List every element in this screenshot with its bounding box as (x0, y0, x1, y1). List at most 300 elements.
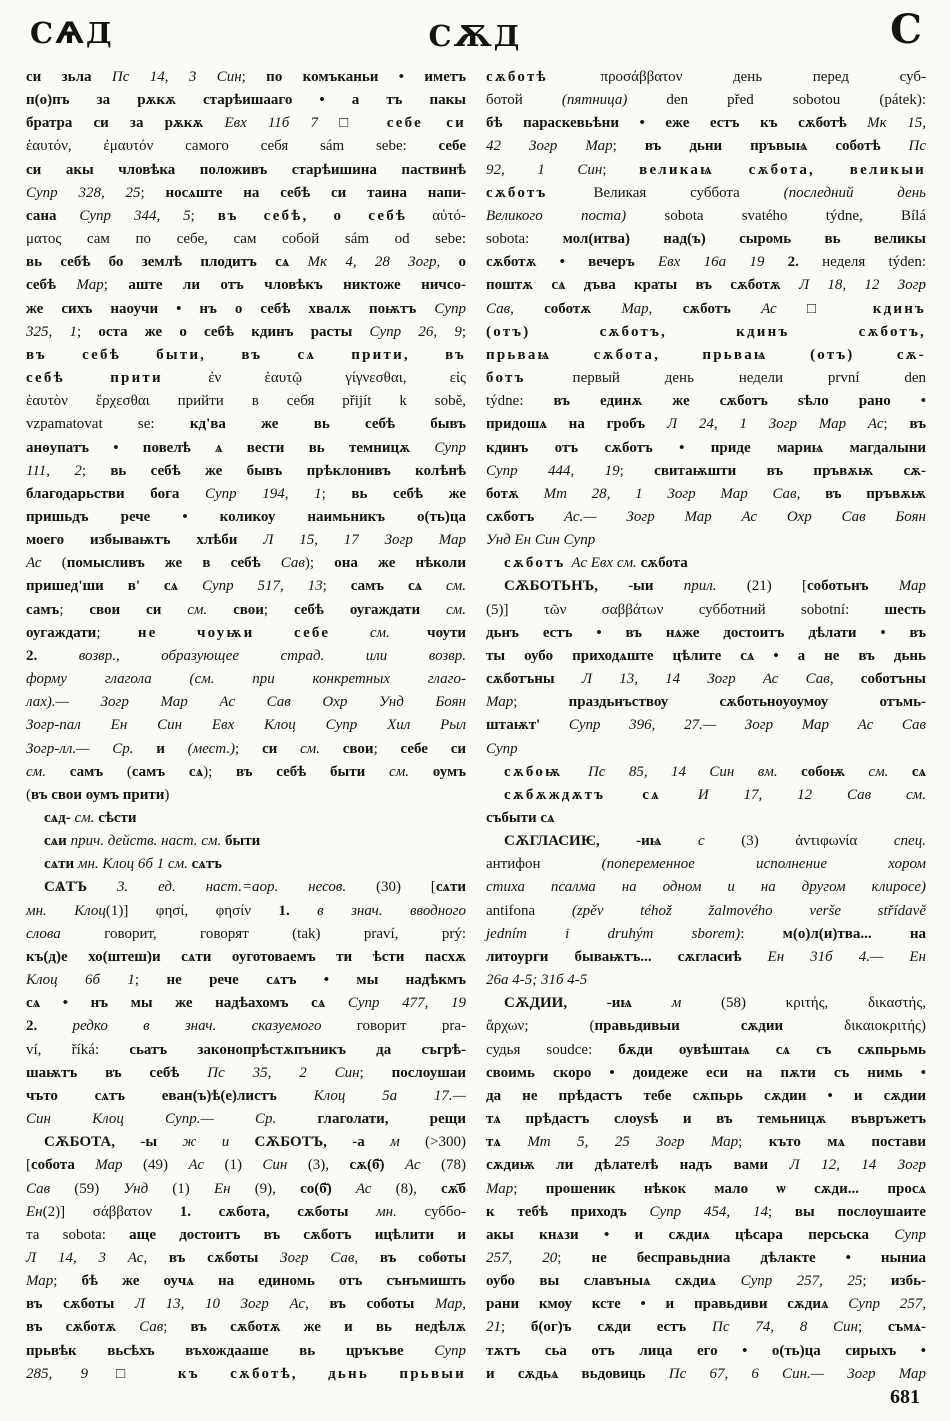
text-line (26, 1015, 466, 1038)
text-segment: , (354, 1249, 380, 1266)
text-line (486, 1293, 926, 1316)
text-segment: оубо вы славъныѧ сѫдиѧ (486, 1273, 741, 1290)
text-segment: не рече сѧтъ • мы надѣкмъ (166, 972, 466, 989)
text-line (486, 367, 926, 390)
text-line (486, 830, 926, 853)
text-segment: с (698, 833, 742, 850)
text-segment: быти (225, 833, 261, 850)
text-segment: : (740, 925, 783, 942)
text-line (26, 135, 466, 158)
text-segment: Сав (139, 1319, 164, 1336)
text-segment: ; (602, 161, 640, 178)
text-segment: ; (321, 485, 352, 502)
text-segment: Мк 15, (867, 115, 926, 132)
text-segment: Сав (26, 1180, 75, 1197)
text-segment: ; (612, 138, 645, 155)
text-line (486, 344, 926, 367)
text-line (26, 460, 466, 483)
text-segment: она же нѣколи (334, 555, 466, 572)
text-segment: собоѭ (801, 763, 869, 780)
text-segment: см. (389, 763, 433, 780)
text-segment: 2. (26, 647, 79, 664)
text-line (26, 668, 466, 691)
text-segment: 2. (26, 1018, 73, 1035)
text-segment: да не прѣдастъ тебе сѫпьрь сѫдии • и сѫдии (486, 1087, 926, 1104)
text-segment: себе (438, 138, 466, 155)
text-segment: спец. (893, 833, 926, 850)
text-segment: αὐτό- (432, 207, 467, 224)
text-segment: ; (103, 277, 129, 294)
text-segment: Син (262, 1157, 308, 1174)
text-line (26, 599, 466, 622)
text-segment: Мар (95, 1157, 143, 1174)
text-line (26, 159, 466, 182)
text-line (26, 182, 466, 205)
text-segment: Супр 328, 25 (26, 184, 141, 201)
text-segment: великаѩ сѫбота, великыи (639, 161, 927, 178)
text-segment: сѫ̄б (441, 1180, 467, 1197)
text-line (26, 876, 466, 899)
text-segment: къто мѧ постави (768, 1134, 927, 1151)
text-segment: анѳупатъ • повелѣ ѧ вести вь темницѫ (26, 439, 435, 456)
text-segment: Ен 31б 4.— Ен (767, 948, 926, 965)
text-line (26, 575, 466, 598)
text-segment: ; (883, 416, 910, 433)
text-segment: правьдивыи сѫдии (594, 1018, 845, 1035)
text-segment: тѧ (486, 1134, 528, 1151)
text-segment: праздьнъствоу сѫботьноуоумоу отъмь- (568, 694, 926, 711)
text-segment: ; (140, 184, 166, 201)
text-segment: соботьнъ (807, 578, 899, 595)
text-segment: (1)] φησί, φησίν (105, 902, 279, 919)
text-line (486, 575, 926, 598)
text-segment: ; (163, 1319, 191, 1336)
text-line (486, 529, 926, 552)
text-line (486, 460, 926, 483)
text-segment: ) (164, 786, 170, 803)
text-segment: и сѫдьѧ вьдовиць (486, 1365, 669, 1382)
text-segment: ; (513, 694, 569, 711)
text-line (26, 1154, 466, 1177)
text-line (26, 1247, 466, 1270)
text-segment: себе си (386, 115, 466, 132)
text-segment: Супр 26, 9 (369, 323, 462, 340)
text-segment: Ас (26, 555, 62, 572)
text-line (26, 830, 466, 853)
text-segment: сѫботѣ (486, 69, 601, 85)
text-segment: Мк 4, 28 Зогр (307, 254, 437, 271)
text-line (486, 274, 926, 297)
text-segment: слова (26, 925, 105, 942)
text-segment: бѣ параскевьѣни • еже естъ къ сѫботѣ (486, 115, 868, 132)
text-line (486, 1085, 926, 1108)
text-segment: Мт 28, 1 Зогр Мар Сав (543, 485, 797, 502)
text-segment: суббо- (424, 1203, 467, 1220)
text-segment: собота (31, 1157, 96, 1174)
text-segment: не бесправьдниа дѣлакте • ныниа (591, 1249, 927, 1266)
text-segment: sobota svatého týdne, Bílá (664, 207, 927, 224)
text-segment: ты оубо приходѧште цѣлите сѧ • а не въ дьнь (486, 647, 926, 664)
text-segment: den před sobotou (pátek): (666, 92, 926, 109)
text-line (486, 784, 926, 807)
text-segment: ; (557, 1249, 592, 1266)
text-segment: Супр (486, 740, 518, 757)
text-line (26, 1363, 466, 1386)
text-segment: сѧи (44, 833, 71, 850)
text-segment: (3) ἀντιφωνία (741, 833, 894, 850)
text-segment: СѪГЛАСИѤ, (504, 833, 637, 850)
text-line (26, 900, 466, 923)
text-segment: antifona (486, 902, 572, 919)
text-line (486, 1270, 926, 1293)
text-line (486, 298, 926, 321)
text-segment: (49) (143, 1157, 189, 1174)
text-line (486, 853, 926, 876)
text-line (486, 182, 926, 205)
text-segment: □ (806, 300, 873, 317)
page-number: 681 (890, 1386, 920, 1408)
text-line (26, 483, 466, 506)
text-line (26, 413, 466, 436)
text-segment: оугаждати (26, 624, 97, 641)
text-segment: СѦТЪ (44, 879, 117, 896)
text-segment: ; (513, 1180, 546, 1197)
text-segment: Супр (434, 300, 466, 317)
text-segment: ботъ (486, 370, 573, 387)
text-segment: штаѭт' (486, 717, 569, 734)
text-segment: кдинъ отъ сѫботъ • приде мариѩ магдалыни (486, 439, 926, 456)
text-segment: сѫботъ (682, 300, 762, 317)
text-segment: прьваѩ сѫбота, прьваѩ (отъ) сѫ- (486, 346, 926, 363)
text-line (486, 714, 926, 737)
text-segment: прил. (683, 578, 747, 595)
text-segment: поштѫ сѧ дъва краты въ сѫботѫ (486, 277, 799, 294)
text-segment: -а (352, 1134, 391, 1151)
text-segment: п(о)пъ за рѫкѫ старѣишааго • а тъ пакы (26, 92, 466, 109)
text-segment: самъ (69, 763, 127, 780)
text-segment: см. (300, 740, 343, 757)
text-line (486, 251, 926, 274)
text-segment: (zpěv téhož žalmového verše střídavě (571, 902, 926, 919)
text-line (26, 1293, 466, 1316)
text-segment: вь себѣ бо землѣ плодитъ сѧ (26, 254, 308, 271)
text-segment: Евх 16а 19 (657, 254, 788, 271)
text-line (486, 159, 926, 182)
text-segment: 42 Зогр Мар (486, 138, 613, 155)
text-segment: събыти сѧ (486, 810, 555, 826)
text-segment: въ себѣ быти, въ сѧ прити, въ (26, 346, 466, 363)
text-segment: , (829, 671, 861, 688)
text-segment: рани кмоу ксте • и правьдиви сѫдиѧ (486, 1296, 849, 1313)
text-segment: -иѩ (606, 995, 672, 1012)
text-segment: ví, říká: (26, 1041, 130, 1058)
text-line (26, 1201, 466, 1224)
text-segment: (пятница) (561, 92, 667, 109)
text-segment: сѫдиѭ ли дѣлателѣ надъ вами (486, 1157, 790, 1174)
text-line (486, 691, 926, 714)
text-line (486, 66, 926, 89)
text-segment: Пс 74, 8 Син (712, 1319, 858, 1336)
text-line (486, 1131, 926, 1154)
text-segment: (78) (441, 1157, 467, 1174)
text-segment: 92, 1 Син (486, 161, 603, 178)
text-segment: 21 (486, 1319, 501, 1336)
text-segment: Клоц 6б 1 (26, 972, 135, 989)
text-segment: Л 13, 14 Зогр Ас Сав (581, 671, 830, 688)
text-segment: sobota: (486, 231, 563, 248)
text-line (26, 807, 466, 830)
text-line (26, 761, 466, 784)
text-segment: Пс (908, 138, 926, 155)
text-segment: Великая суббота (593, 184, 784, 201)
text-segment: сѫбота (640, 555, 688, 572)
text-segment: мн. (376, 1203, 425, 1220)
text-segment: себѣ оугаждати (293, 601, 447, 618)
text-segment: сѣсти (98, 810, 137, 826)
text-segment: антифон (486, 856, 602, 873)
text-segment: аще достоитъ въ сѫботъ ицѣлити и (129, 1226, 466, 1243)
text-segment: въ дьни пръвыѩ соботѣ (644, 138, 909, 155)
text-segment: благодарьстви бога (26, 485, 206, 502)
text-segment: (отъ) сѫботъ, кдинъ сѫботъ, (486, 323, 926, 340)
text-line (26, 923, 466, 946)
text-line (486, 1015, 926, 1038)
text-segment: Зогр Сав (280, 1249, 355, 1266)
text-line (26, 946, 466, 969)
text-segment: ( (126, 763, 132, 780)
text-segment: моего избываѭтъ хлѣби (26, 532, 264, 549)
text-segment: (21) [ (746, 578, 807, 595)
text-segment: кд'ва же вь себѣ бывъ (189, 416, 466, 433)
text-segment: бѫди оувѣштаѩ сѧ съ сѫпьрьмь (618, 1041, 926, 1058)
text-segment: себѣ (26, 277, 77, 294)
text-segment: форму глагола (см. при конкретных глаго- (26, 671, 466, 688)
text-segment: ; (235, 740, 262, 757)
text-line (486, 483, 926, 506)
text-segment: Мар (76, 277, 104, 294)
text-segment: ж и (182, 1134, 255, 1151)
text-segment: ; (501, 1319, 531, 1336)
text-segment: Мт 5, 25 Зогр Мар (527, 1134, 739, 1151)
text-segment: Мар (26, 1273, 54, 1290)
text-segment: Пс 85, 14 Син вм. (587, 763, 802, 780)
text-segment: дьнъ естъ • въ нѧже достоитъ дѣлати • въ (486, 624, 926, 641)
text-segment: Мар (486, 694, 514, 711)
text-line (486, 992, 926, 1015)
text-segment: сѧ (911, 763, 926, 780)
text-line (486, 923, 926, 946)
text-segment: первый день недели první den (572, 370, 926, 387)
text-line (486, 876, 926, 899)
text-line (486, 1108, 926, 1131)
text-segment: соботъны (860, 671, 927, 688)
text-segment: см. (446, 601, 466, 618)
text-segment: Ас (404, 1157, 442, 1174)
text-segment: ; (322, 578, 351, 595)
text-line (26, 552, 466, 575)
text-segment: сѧти (44, 856, 78, 873)
text-segment: (58) κριτής, δικαστής, (720, 995, 927, 1012)
text-segment: въ (909, 416, 926, 433)
text-segment: Великого поста) (486, 207, 665, 224)
text-line (26, 1224, 466, 1247)
text-segment: , (462, 1296, 466, 1313)
text-segment: со(б̄) (300, 1180, 356, 1197)
text-segment: кдинъ (872, 300, 926, 317)
text-line (486, 1247, 926, 1270)
text-segment: СѪБОТА, (44, 1134, 141, 1151)
text-segment: себе си (400, 740, 466, 757)
text-line (26, 437, 466, 460)
text-segment: носѧште на себѣ си таина напи- (165, 184, 466, 201)
text-line (26, 506, 466, 529)
text-segment: Ас (355, 1180, 396, 1197)
text-line (26, 1131, 466, 1154)
text-segment: въ единѫ же сѫботъ ѕѣло рано • (553, 393, 926, 410)
text-line (486, 1039, 926, 1062)
text-segment: см. (26, 763, 70, 780)
text-segment: бѣ же оучѧ на единомь отъ сънъмишть (81, 1273, 466, 1290)
text-segment: ἑαυτὸν ἔρχεσθαι прийти в себя přijít k sobě, (26, 393, 466, 410)
text-segment: сѫботъ (486, 508, 564, 525)
text-segment: въ соботы (329, 1296, 435, 1313)
running-head-center: СѪД (428, 19, 522, 53)
text-segment: вы послоушаите (794, 1203, 926, 1220)
text-segment: себѣ прити (26, 370, 209, 387)
text-segment: Мар (621, 300, 649, 317)
text-line (486, 1224, 926, 1247)
text-line (486, 622, 926, 645)
text-segment: мн. Клоц 6б 1 см. (77, 856, 192, 873)
text-segment: Супр 477, 19 (347, 995, 466, 1012)
text-segment: к тебѣ приходъ (486, 1203, 650, 1220)
text-segment: см. (446, 578, 466, 595)
text-segment: тѫтъ сьа отъ лица его • о(ть)ца сирыхъ • (486, 1342, 926, 1359)
text-segment: ματος сам по себе, сам собой sám od sebe: (26, 231, 466, 248)
text-line (26, 992, 466, 1015)
text-line (26, 714, 466, 737)
text-line (486, 1178, 926, 1201)
text-segment: Супр 444, 19 (486, 462, 620, 479)
text-segment: Мар (898, 578, 926, 595)
text-line (486, 645, 926, 668)
text-segment: 285, 9 (26, 1365, 117, 1382)
text-segment: шаѭтъ въ себѣ (26, 1064, 208, 1081)
text-line (486, 1316, 926, 1339)
text-segment: б(ог)ъ сѫди естъ (530, 1319, 713, 1336)
text-segment: 26а 4-5; 31б 4-5 (486, 972, 588, 989)
text-segment: вь себѣ же (351, 485, 467, 502)
text-segment: оста же о себѣ кдинъ расты (98, 323, 370, 340)
text-line (486, 599, 926, 622)
text-column-right (486, 66, 926, 1386)
text-segment: týdne: (486, 393, 554, 410)
text-segment: сѫбота, сѫботы (218, 1203, 377, 1220)
text-segment: ; (767, 1203, 795, 1220)
text-segment: Супр 257, (848, 1296, 926, 1313)
text-segment: тѧ прѣдастъ слоуѕѣ и въ темьницѫ въвръжетъ (486, 1111, 926, 1128)
text-segment: лах).— Зогр Мар Ас Сав Охр Унд Боян (26, 694, 466, 711)
text-line (486, 1363, 926, 1386)
text-segment: , (305, 1296, 330, 1313)
text-segment: самъ сѧ (131, 763, 204, 780)
text-segment: 111, 2 (26, 462, 82, 479)
text-segment: самъ (26, 601, 60, 618)
text-segment: , (143, 1249, 169, 1266)
text-segment: си (261, 740, 301, 757)
text-segment: пришед'ши в' сѧ (26, 578, 202, 595)
text-line (486, 1062, 926, 1085)
text-segment: ; (96, 624, 138, 641)
text-line (486, 321, 926, 344)
text-line (486, 807, 926, 830)
text-line (26, 112, 466, 135)
text-line (486, 228, 926, 251)
text-line (486, 552, 926, 575)
text-segment: м (671, 995, 721, 1012)
text-segment: СѪДИИ, (504, 995, 607, 1012)
text-segment: ἑαυτόν, ἐμαυτόν самого себя sám sebe: (26, 138, 439, 155)
text-segment: (8), (395, 1180, 441, 1197)
text-segment: ботѫ (486, 485, 544, 502)
text-segment: помысливъ же в себѣ (66, 555, 281, 572)
text-line (486, 506, 926, 529)
text-segment: пришьдъ рече • коликоу наимьникъ о(ть)ца (26, 508, 466, 525)
text-segment: сѧтъ (191, 856, 222, 873)
text-segment: Клоц 5а 17.— (313, 1087, 466, 1104)
text-segment: см. (868, 763, 912, 780)
text-segment: Ен (213, 1180, 255, 1197)
text-line (26, 622, 466, 645)
text-line (26, 1270, 466, 1293)
text-line (486, 969, 926, 992)
text-line (26, 344, 466, 367)
text-segment: (последний день (783, 184, 926, 201)
text-segment: къ(д)е хо(штеш)и сѧти оуготоваемъ ти ѣсти пасхѫ (26, 948, 466, 965)
text-segment: прошеник нѣкок мало ѡ сѫди... просѧ (545, 1180, 926, 1197)
text-segment: ; (134, 972, 167, 989)
text-segment: къ сѫботѣ, дьнь прьвыи (177, 1365, 466, 1382)
text-line (26, 784, 466, 807)
text-segment: говорит pra- (356, 1018, 466, 1035)
text-segment: съмѧ- (887, 1319, 926, 1336)
text-segment: (59) (74, 1180, 124, 1197)
text-segment: (1) (224, 1157, 263, 1174)
text-segment: ; (81, 462, 111, 479)
text-segment: Супр (434, 1342, 466, 1359)
text-segment: (попеременное исполнение хором (601, 856, 926, 873)
text-segment: свитаѭшти въ пръвѫѭ сѫ- (654, 462, 927, 479)
text-segment: самъ сѧ (350, 578, 447, 595)
text-segment: ; (59, 601, 90, 618)
text-segment: (3), (307, 1157, 350, 1174)
text-segment: въ сѫботы (168, 1249, 281, 1266)
text-segment: -ыи (628, 578, 684, 595)
text-segment: въ сѫботѫ (26, 1319, 140, 1336)
text-segment: δικαιοκριτής) (844, 1018, 926, 1035)
text-segment: си акы чловѣка положивъ старѣишина паствинѣ (26, 161, 466, 178)
text-line (486, 1201, 926, 1224)
text-line (486, 205, 926, 228)
text-segment: (>300) (425, 1134, 466, 1151)
text-segment: братра си за рѫкѫ (26, 115, 225, 132)
text-segment: см. (187, 601, 234, 618)
text-segment: глаголати, рещи (317, 1111, 466, 1128)
text-segment: въ себѣ быти (236, 763, 390, 780)
text-segment: [ (26, 1157, 31, 1174)
text-line (26, 1340, 466, 1363)
text-line (26, 274, 466, 297)
